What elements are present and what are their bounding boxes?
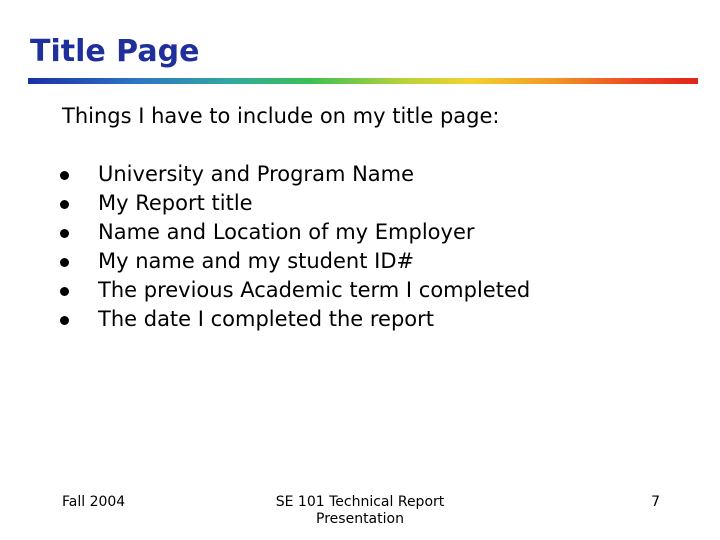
slide-title: Title Page	[30, 34, 200, 69]
bullet-text: The date I completed the report	[98, 307, 434, 331]
intro-text: Things I have to include on my title page:	[62, 104, 500, 128]
page-number: 7	[651, 494, 660, 510]
bullet-icon	[60, 229, 69, 238]
bullet-icon	[60, 171, 69, 180]
bullet-icon	[60, 200, 69, 209]
title-underline-gradient	[28, 78, 698, 84]
footer-course-title	[250, 494, 470, 528]
bullet-text: My name and my student ID#	[98, 249, 415, 273]
bullet-icon	[60, 316, 69, 325]
footer-course-line2: Presentation	[316, 511, 404, 527]
bullet-text: My Report title	[98, 191, 253, 215]
bullet-icon	[60, 287, 69, 296]
bullet-text: University and Program Name	[98, 162, 415, 186]
bullet-text: The previous Academic term I completed	[98, 278, 531, 302]
footer-date: Fall 2004	[62, 494, 126, 510]
footer-course-line1: SE 101 Technical Report	[275, 494, 445, 510]
bullet-text: Name and Location of my Employer	[98, 220, 475, 244]
bullet-icon	[60, 258, 69, 267]
